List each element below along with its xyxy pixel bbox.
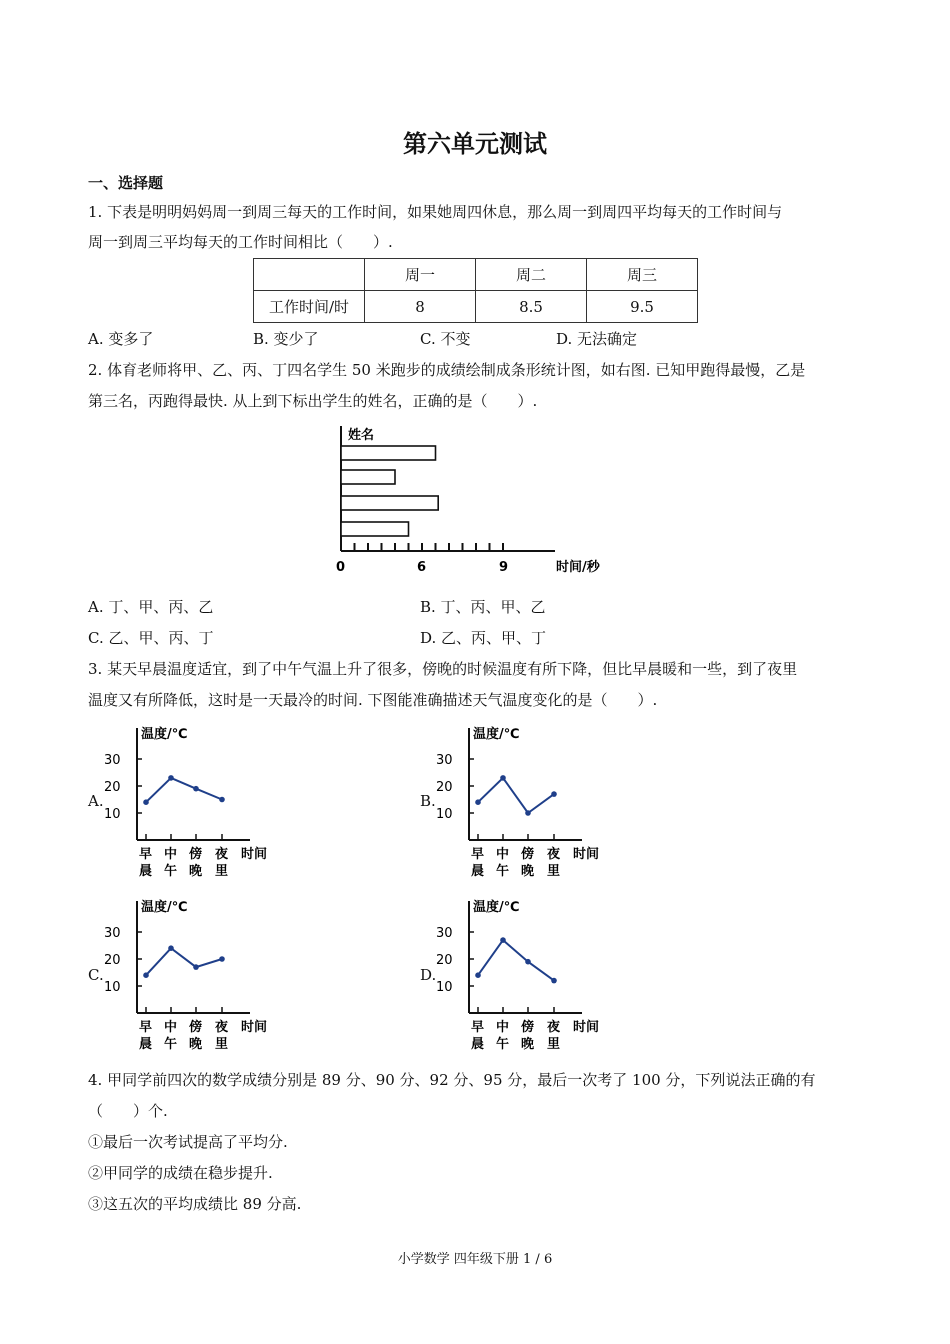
bar-chart [330, 424, 620, 584]
temperature-chart-ytick-label: 30 [104, 926, 121, 941]
temperature-chart-point [193, 786, 199, 792]
table-row [254, 291, 698, 323]
temperature-chart-point [168, 945, 174, 951]
temperature-chart-series-line [478, 940, 554, 981]
q2-text-line2: 第三名，丙跑得最快. 从上到下标出学生的姓名，正确的是（ ）. [88, 392, 538, 410]
temperature-chart-xtick-label: 晨 [139, 1037, 153, 1052]
table-header-cell [254, 259, 365, 291]
temperature-chart-xtick-label: 早 [139, 847, 153, 862]
temperature-chart-xlabel: 时间 [241, 1020, 268, 1035]
q2-option-b: B. 丁、丙、甲、乙 [420, 598, 546, 616]
temperature-chart-xtick-label: 夜 [215, 847, 229, 862]
q1-option-c: C. 不变 [420, 330, 471, 348]
bar-chart-tick-label: 6 [417, 560, 427, 575]
temperature-chart-xlabel: 时间 [573, 847, 600, 862]
table-cell: 8 [365, 291, 476, 323]
bar-chart-tick-label: 0 [336, 560, 346, 575]
temperature-chart-title: 温度/℃ [473, 900, 520, 915]
temperature-chart-ytick-label: 10 [104, 980, 121, 995]
table-row-label: 工作时间/时 [254, 291, 365, 323]
temperature-chart-xtick-label: 里 [547, 864, 561, 879]
temperature-chart-xtick-label: 晚 [189, 864, 203, 879]
temperature-chart-ytick-label: 10 [436, 807, 453, 822]
q1-text-line2: 周一到周三平均每天的工作时间相比（ ）. [88, 233, 393, 251]
temperature-chart-xtick-label: 午 [164, 1037, 178, 1052]
temperature-chart-title: 温度/℃ [141, 727, 188, 742]
temperature-chart-xtick-label: 夜 [547, 1020, 561, 1035]
temperature-chart-point [219, 956, 225, 962]
temperature-chart-point [500, 775, 506, 781]
temperature-chart-ytick-label: 30 [436, 926, 453, 941]
temperature-chart-point [143, 799, 149, 805]
temperature-chart-series-line [478, 778, 554, 813]
temperature-chart-xtick-label: 早 [471, 1020, 485, 1035]
temperature-chart-xtick-label: 里 [215, 864, 229, 879]
temperature-chart-ytick-label: 30 [436, 753, 453, 768]
temperature-chart-xtick-label: 夜 [547, 847, 561, 862]
bar-chart-bar [341, 470, 395, 484]
bar-chart-ylabel: 姓名 [348, 428, 375, 443]
temperature-chart-xlabel: 时间 [573, 1020, 600, 1035]
q4-text-line1: 4. 甲同学前四次的数学成绩分别是 89 分、90 分、92 分、95 分，最后一次考了 100 分，下列说法正确的有 [88, 1071, 816, 1089]
temperature-chart-xtick-label: 傍 [189, 1020, 203, 1035]
temperature-chart-series-line [146, 948, 222, 975]
temperature-chart-xtick-label: 晚 [521, 1037, 535, 1052]
q3-option-c-label: C. [88, 966, 104, 984]
temperature-chart-ytick-label: 30 [104, 753, 121, 768]
temperature-chart-xtick-label: 里 [547, 1037, 561, 1052]
temperature-chart-xtick-label: 晨 [471, 1037, 485, 1052]
temperature-chart-xtick-label: 中 [164, 847, 178, 862]
temperature-chart-point [219, 797, 225, 803]
temperature-chart-xtick-label: 晚 [189, 1037, 203, 1052]
temperature-chart-xtick-label: 午 [496, 864, 510, 879]
temperature-chart-ytick-label: 10 [436, 980, 453, 995]
temperature-chart-xtick-label: 中 [496, 1020, 510, 1035]
temperature-chart-ytick-label: 20 [104, 953, 121, 968]
bar-chart-bar [341, 522, 409, 536]
table-header-cell: 周三 [587, 259, 698, 291]
temperature-chart-xtick-label: 傍 [189, 847, 203, 862]
q4-text-line2: （ ）个. [88, 1102, 168, 1120]
temperature-chart-xlabel: 时间 [241, 847, 268, 862]
temperature-chart-ytick-label: 20 [436, 953, 453, 968]
q3-text-line1: 3. 某天早晨温度适宜，到了中午气温上升了很多，傍晚的时候温度有所下降，但比早晨暖和一些，到了夜里 [88, 660, 798, 678]
temperature-chart-d [432, 893, 612, 1058]
temperature-chart-xtick-label: 晚 [521, 864, 535, 879]
temperature-chart-series-line [146, 778, 222, 802]
q4-statement-1: ①最后一次考试提高了平均分. [88, 1133, 288, 1151]
temperature-chart-point [475, 972, 481, 978]
temperature-chart-point [475, 799, 481, 805]
q4-statement-2: ②甲同学的成绩在稳步提升. [88, 1164, 273, 1182]
page-title: 第六单元测试 [403, 130, 547, 158]
temperature-chart-point [143, 972, 149, 978]
temperature-chart-point [168, 775, 174, 781]
temperature-chart-title: 温度/℃ [473, 727, 520, 742]
temperature-chart-ytick-label: 20 [436, 780, 453, 795]
bar-chart-bar [341, 446, 436, 460]
temperature-chart-point [500, 937, 506, 943]
table-header-row [254, 259, 698, 291]
temperature-chart-xtick-label: 早 [471, 847, 485, 862]
temperature-chart-xtick-label: 中 [164, 1020, 178, 1035]
temperature-chart-c [100, 893, 280, 1058]
temperature-chart-point [193, 964, 199, 970]
table-header-cell: 周二 [476, 259, 587, 291]
table-cell: 8.5 [476, 291, 587, 323]
temperature-chart-point [551, 978, 557, 984]
q4-statement-3: ③这五次的平均成绩比 89 分高. [88, 1195, 302, 1213]
temperature-chart-point [551, 791, 557, 797]
temperature-chart-xtick-label: 里 [215, 1037, 229, 1052]
page-footer: 小学数学 四年级下册 1 / 6 [397, 1252, 553, 1267]
q2-option-d: D. 乙、丙、甲、丁 [420, 629, 547, 647]
temperature-chart-xtick-label: 夜 [215, 1020, 229, 1035]
q3-option-d-label: D. [420, 966, 437, 984]
temperature-chart-ytick-label: 20 [104, 780, 121, 795]
temperature-chart-xtick-label: 午 [164, 864, 178, 879]
bar-chart-xlabel: 时间/秒 [556, 560, 600, 575]
work-time-table [253, 258, 698, 323]
table-cell: 9.5 [587, 291, 698, 323]
q1-option-b: B. 变少了 [253, 330, 319, 348]
temperature-chart-xtick-label: 中 [496, 847, 510, 862]
q3-option-a-label: A. [88, 792, 104, 810]
q1-option-a: A. 变多了 [88, 330, 154, 348]
temperature-chart-xtick-label: 早 [139, 1020, 153, 1035]
bar-chart-tick-label: 9 [499, 560, 509, 575]
q3-option-b-label: B. [420, 792, 436, 810]
q1-text-line1: 1. 下表是明明妈妈周一到周三每天的工作时间，如果她周四休息，那么周一到周四平均每天的工作时间与 [88, 203, 783, 221]
temperature-chart-xtick-label: 晨 [139, 864, 153, 879]
q3-text-line2: 温度又有所降低，这时是一天最冷的时间. 下图能准确描述天气温度变化的是（ ）. [88, 691, 658, 709]
temperature-chart-b [432, 720, 612, 885]
temperature-chart-point [525, 959, 531, 965]
temperature-chart-xtick-label: 午 [496, 1037, 510, 1052]
q2-text-line1: 2. 体育老师将甲、乙、丙、丁四名学生 50 米跑步的成绩绘制成条形统计图，如右图. 已知甲跑得最慢，乙是 [88, 361, 806, 379]
temperature-chart-point [525, 810, 531, 816]
table-header-cell: 周一 [365, 259, 476, 291]
temperature-chart-ytick-label: 10 [104, 807, 121, 822]
q2-option-a: A. 丁、甲、丙、乙 [88, 598, 214, 616]
section-heading: 一、选择题 [88, 174, 164, 192]
temperature-chart-xtick-label: 晨 [471, 864, 485, 879]
q2-option-c: C. 乙、甲、丙、丁 [88, 629, 214, 647]
temperature-chart-xtick-label: 傍 [521, 1020, 535, 1035]
temperature-chart-xtick-label: 傍 [521, 847, 535, 862]
temperature-chart-title: 温度/℃ [141, 900, 188, 915]
bar-chart-bar [341, 496, 438, 510]
temperature-chart-a [100, 720, 280, 885]
q1-option-d: D. 无法确定 [556, 330, 638, 348]
